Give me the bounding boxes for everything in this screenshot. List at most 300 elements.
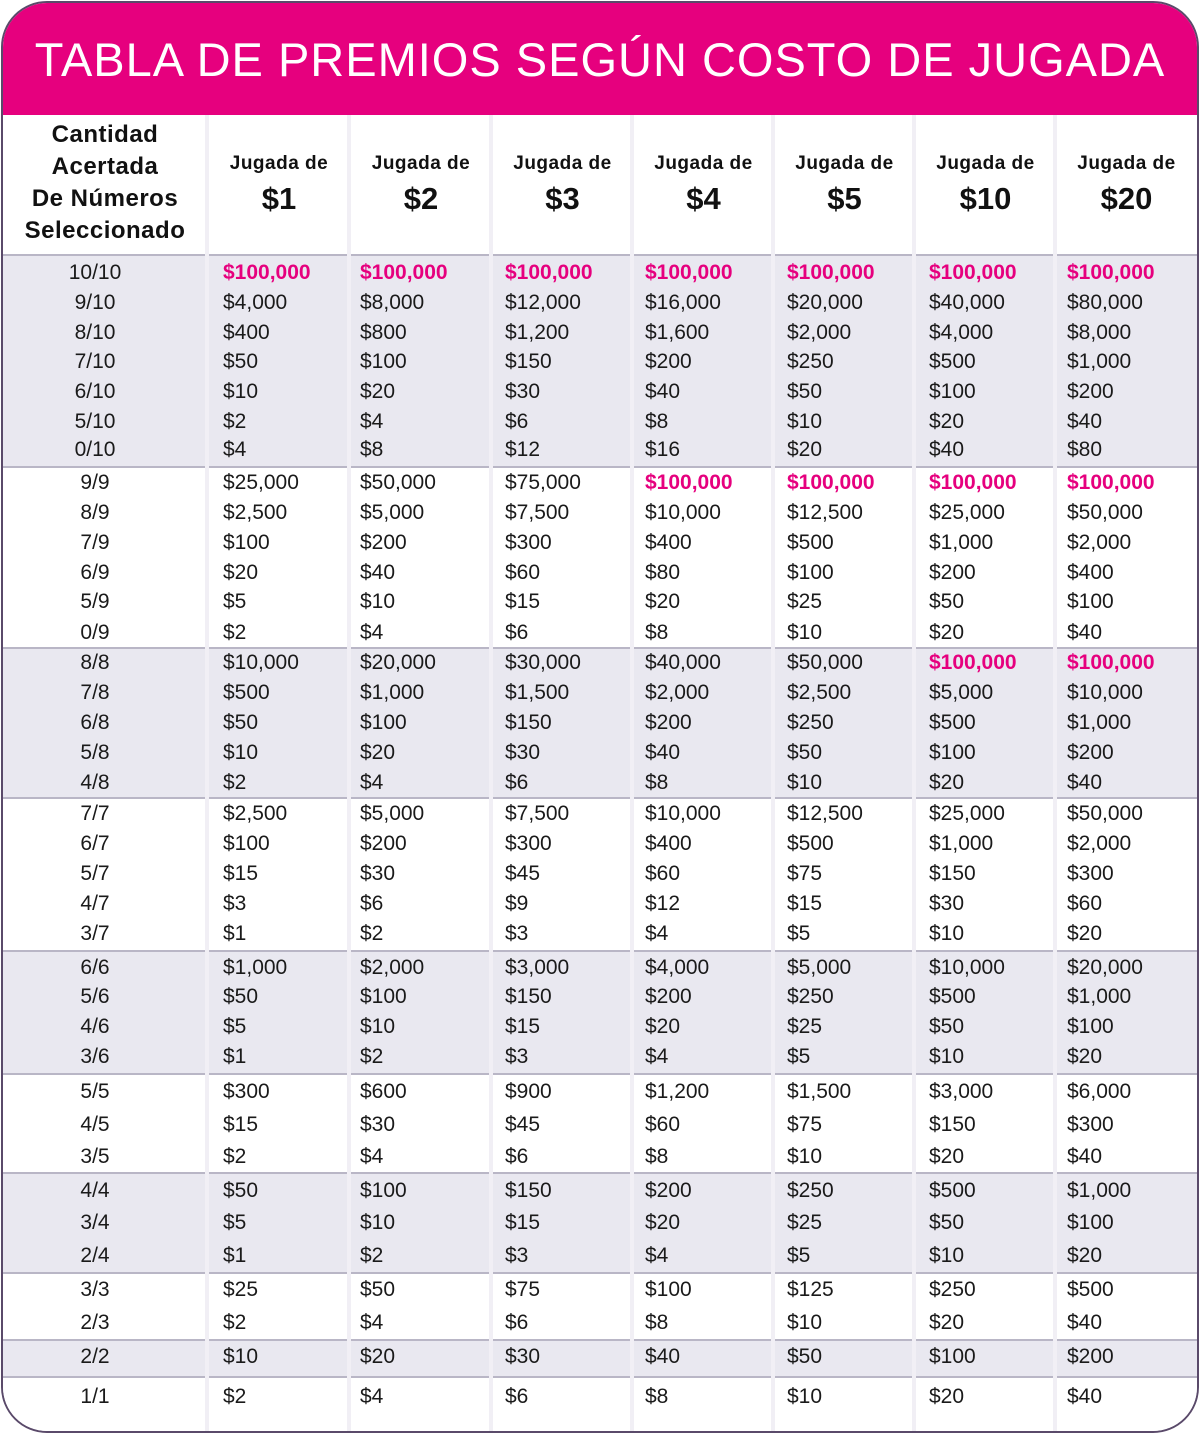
prize-cell: $4,000	[929, 321, 994, 344]
prize-cell: $50	[929, 590, 965, 613]
column-header	[350, 115, 492, 255]
prize-cell: $10	[360, 1015, 396, 1038]
matches-cell: 5/8	[80, 741, 110, 764]
prize-cell: $10	[929, 1045, 965, 1068]
prize-cell: $40	[1067, 621, 1103, 644]
prize-cell: $10	[223, 1345, 259, 1368]
prize-cell: $800	[360, 321, 407, 344]
prize-cell: $4	[645, 1045, 669, 1068]
prize-cell: $40	[929, 438, 965, 461]
prize-cell: $2	[223, 621, 247, 644]
table-row	[3, 501, 1197, 525]
matches-cell: 9/9	[80, 471, 110, 494]
prize-cell: $250	[787, 985, 834, 1008]
prize-cell: $10,000	[223, 651, 299, 674]
prize-cell: $20	[929, 1145, 965, 1168]
prize-cell: $6	[505, 1385, 529, 1408]
column-header-prefix: Jugada de	[654, 153, 753, 174]
prize-cell: $10	[787, 771, 823, 794]
prize-cell: $20,000	[1067, 956, 1143, 979]
prize-cell: $12,000	[505, 291, 581, 314]
prize-cell: $4	[223, 438, 247, 461]
prize-cell: $25,000	[223, 471, 299, 494]
prize-cell: $10	[929, 922, 965, 945]
header-matches-line: De Números	[31, 185, 179, 212]
prize-cell: $6	[360, 892, 384, 915]
prize-cell: $5	[787, 1244, 811, 1267]
matches-cell: 3/3	[80, 1278, 110, 1301]
matches-cell: 5/6	[80, 985, 110, 1008]
prize-cell: $1,200	[645, 1080, 710, 1103]
prize-cell: $100	[360, 711, 407, 734]
table-row	[3, 1145, 1197, 1169]
prize-cell: $60	[645, 862, 681, 885]
prize-cell: $300	[223, 1080, 270, 1103]
prize-cell: $4	[360, 771, 384, 794]
prize-cell: $1,500	[787, 1080, 852, 1103]
prize-cell: $30	[505, 741, 541, 764]
prize-cell: $150	[505, 985, 552, 1008]
column-header	[774, 115, 915, 255]
prize-cell: $5,000	[929, 681, 994, 704]
prize-cell: $200	[645, 711, 692, 734]
prize-cell: $50	[223, 350, 259, 373]
jackpot-prize-cell: $100,000	[1067, 651, 1155, 674]
table-row	[3, 832, 1197, 856]
prize-cell: $7,500	[505, 501, 570, 524]
prize-cell: $12	[645, 892, 681, 915]
row-group-divider	[3, 1073, 1197, 1075]
prize-cell: $4	[360, 1145, 384, 1168]
prize-table-card	[1, 1, 1199, 1433]
table-row	[3, 410, 1197, 434]
prize-cell: $5,000	[360, 802, 425, 825]
prize-cell: $5	[223, 1211, 247, 1234]
prize-cell: $30	[505, 1345, 541, 1368]
prize-cell: $1,000	[929, 832, 994, 855]
table-row	[3, 1278, 1197, 1302]
prize-cell: $2	[360, 1244, 384, 1267]
prize-cell: $20	[1067, 1045, 1103, 1068]
table-row	[3, 261, 1197, 285]
prize-cell: $100	[929, 1345, 976, 1368]
table-row	[3, 471, 1197, 495]
prize-cell: $250	[787, 350, 834, 373]
prize-cell: $600	[360, 1080, 407, 1103]
matches-cell: 8/8	[80, 651, 110, 674]
row-group-divider	[3, 797, 1197, 799]
table-row	[3, 1345, 1197, 1369]
prize-cell: $25	[787, 590, 823, 613]
prize-cell: $80	[645, 561, 681, 584]
prize-cell: $40	[1067, 1385, 1103, 1408]
prize-cell: $20	[929, 1385, 965, 1408]
prize-cell: $8	[645, 1385, 669, 1408]
row-group-divider	[3, 1172, 1197, 1174]
matches-cell: 4/5	[80, 1113, 110, 1136]
prize-cell: $20,000	[360, 651, 436, 674]
prize-cell: $50,000	[1067, 501, 1143, 524]
row-group-divider	[3, 466, 1197, 468]
prize-cell: $10	[360, 1211, 396, 1234]
prize-cell: $10	[787, 1311, 823, 1334]
prize-cell: $2,000	[360, 956, 425, 979]
table-row	[3, 1045, 1197, 1069]
prize-cell: $100	[360, 985, 407, 1008]
prize-cell: $100	[1067, 590, 1114, 613]
jackpot-prize-cell: $100,000	[223, 261, 311, 284]
prize-cell: $50,000	[360, 471, 436, 494]
table-row	[3, 1113, 1197, 1137]
prize-cell: $12,500	[787, 501, 863, 524]
table-row	[3, 741, 1197, 765]
table-row	[3, 1080, 1197, 1104]
table-row	[3, 651, 1197, 675]
column-header-amount: $5	[827, 181, 862, 216]
prize-cell: $10	[223, 741, 259, 764]
prize-cell: $9	[505, 892, 529, 915]
table-row	[3, 892, 1197, 916]
header-matches-line: Acertada	[51, 153, 159, 180]
table-row	[3, 438, 1197, 462]
prize-cell: $8	[645, 1145, 669, 1168]
prize-cell: $50,000	[1067, 802, 1143, 825]
prize-cell: $150	[929, 862, 976, 885]
prize-cell: $8,000	[360, 291, 425, 314]
table-row	[3, 862, 1197, 886]
prize-cell: $500	[223, 681, 270, 704]
prize-cell: $8,000	[1067, 321, 1132, 344]
matches-cell: 3/6	[80, 1045, 110, 1068]
matches-cell: 0/9	[80, 621, 110, 644]
prize-cell: $500	[787, 832, 834, 855]
prize-cell: $20	[929, 410, 965, 433]
prize-cell: $100	[223, 832, 270, 855]
prize-cell: $1	[223, 1244, 247, 1267]
header-matches-line: Seleccionado	[24, 217, 186, 244]
prize-cell: $2	[223, 1385, 247, 1408]
row-group-divider	[3, 1272, 1197, 1274]
column-header-amount: $3	[545, 181, 580, 216]
prize-cell: $60	[645, 1113, 681, 1136]
header-matches	[7, 119, 203, 247]
prize-cell: $250	[787, 1179, 834, 1202]
prize-cell: $50	[360, 1278, 396, 1301]
prize-cell: $1,600	[645, 321, 710, 344]
column-header-amount: $1	[261, 181, 297, 216]
prize-cell: $500	[787, 531, 834, 554]
prize-cell: $8	[645, 621, 669, 644]
prize-cell: $80,000	[1067, 291, 1143, 314]
prize-cell: $2,500	[787, 681, 852, 704]
prize-cell: $15	[505, 590, 541, 613]
prize-cell: $30	[929, 892, 965, 915]
prize-cell: $1,000	[1067, 985, 1132, 1008]
prize-cell: $15	[505, 1015, 541, 1038]
prize-cell: $20	[1067, 1244, 1103, 1267]
prize-cell: $6	[505, 410, 529, 433]
prize-cell: $50,000	[787, 651, 863, 674]
prize-cell: $15	[223, 1113, 259, 1136]
prize-cell: $100	[929, 741, 976, 764]
prize-cell: $50	[787, 380, 823, 403]
row-group-divider	[3, 1339, 1197, 1341]
prize-cell: $250	[929, 1278, 976, 1301]
matches-cell: 4/8	[80, 771, 110, 794]
prize-cell: $3,000	[929, 1080, 994, 1103]
prize-cell: $250	[787, 711, 834, 734]
prize-cell: $100	[223, 531, 270, 554]
table-row	[3, 291, 1197, 315]
prize-cell: $10	[223, 380, 259, 403]
prize-cell: $20	[929, 771, 965, 794]
prize-cell: $2	[360, 922, 384, 945]
matches-cell: 4/4	[80, 1179, 110, 1202]
matches-cell: 8/10	[74, 321, 116, 344]
matches-cell: 9/10	[74, 291, 116, 314]
column-header-prefix: Jugada de	[371, 153, 471, 174]
prize-cell: $6	[505, 1311, 529, 1334]
prize-cell: $100	[787, 561, 834, 584]
matches-cell: 2/4	[80, 1244, 110, 1267]
prize-cell: $200	[1067, 1345, 1114, 1368]
matches-cell: 6/7	[80, 832, 110, 855]
prize-cell: $15	[223, 862, 259, 885]
prize-cell: $25	[787, 1015, 823, 1038]
table-row	[3, 321, 1197, 345]
prize-cell: $1,200	[505, 321, 570, 344]
prize-cell: $1,000	[1067, 1179, 1132, 1202]
column-header-amount: $2	[403, 181, 439, 216]
prize-cell: $40	[645, 1345, 681, 1368]
prize-cell: $1,500	[505, 681, 570, 704]
prize-cell: $16	[645, 438, 681, 461]
matches-cell: 2/3	[80, 1311, 110, 1334]
prize-cell: $100	[1067, 1211, 1114, 1234]
prize-cell: $125	[787, 1278, 834, 1301]
prize-cell: $20	[645, 1015, 681, 1038]
table-row	[3, 922, 1197, 946]
prize-cell: $8	[645, 1311, 669, 1334]
prize-cell: $1	[223, 922, 247, 945]
prize-cell: $100	[929, 380, 976, 403]
prize-cell: $20	[645, 590, 681, 613]
matches-cell: 7/9	[80, 531, 110, 554]
jackpot-prize-cell: $100,000	[360, 261, 448, 284]
column-header-amount: $4	[686, 181, 721, 216]
prize-cell: $4	[360, 1311, 384, 1334]
prize-cell: $200	[645, 985, 692, 1008]
prize-cell: $25	[787, 1211, 823, 1234]
column-header-prefix: Jugada de	[229, 153, 329, 174]
column-header	[1056, 115, 1197, 255]
prize-cell: $900	[505, 1080, 552, 1103]
prize-cell: $200	[645, 1179, 692, 1202]
prize-cell: $7,500	[505, 802, 570, 825]
prize-cell: $300	[1067, 1113, 1114, 1136]
prize-cell: $45	[505, 862, 541, 885]
table-row	[3, 956, 1197, 980]
jackpot-prize-cell: $100,000	[645, 471, 733, 494]
prize-cell: $8	[645, 771, 669, 794]
prize-cell: $4,000	[223, 291, 288, 314]
prize-cell: $20	[645, 1211, 681, 1234]
prize-cell: $50	[787, 741, 823, 764]
prize-cell: $10	[787, 621, 823, 644]
prize-cell: $20,000	[787, 291, 863, 314]
prize-cell: $30	[360, 862, 396, 885]
matches-cell: 8/9	[80, 501, 110, 524]
prize-cell: $50	[223, 985, 259, 1008]
table-row	[3, 681, 1197, 705]
column-header	[208, 115, 350, 255]
prize-cell: $2,000	[787, 321, 852, 344]
prize-cell: $12,500	[787, 802, 863, 825]
prize-cell: $3	[505, 1045, 529, 1068]
prize-cell: $200	[929, 561, 976, 584]
prize-cell: $2,000	[1067, 531, 1132, 554]
jackpot-prize-cell: $100,000	[787, 261, 875, 284]
prize-cell: $50	[223, 711, 259, 734]
prize-cell: $2,000	[645, 681, 710, 704]
prize-cell: $6	[505, 771, 529, 794]
prize-cell: $2	[223, 410, 247, 433]
prize-cell: $150	[505, 711, 552, 734]
prize-cell: $1,000	[1067, 350, 1132, 373]
prize-cell: $8	[360, 438, 384, 461]
table-row	[3, 1179, 1197, 1203]
row-group-divider	[3, 950, 1197, 952]
jackpot-prize-cell: $100,000	[787, 471, 875, 494]
prize-cell: $500	[929, 1179, 976, 1202]
prize-cell: $30	[505, 380, 541, 403]
matches-cell: 6/6	[80, 956, 110, 979]
prize-cell: $50	[787, 1345, 823, 1368]
column-header-prefix: Jugada de	[1077, 153, 1176, 174]
table-row	[3, 771, 1197, 795]
prize-cell: $40	[1067, 1311, 1103, 1334]
prize-cell: $25,000	[929, 501, 1005, 524]
matches-cell: 7/8	[80, 681, 110, 704]
matches-cell: 2/2	[80, 1345, 110, 1368]
jackpot-prize-cell: $100,000	[505, 261, 593, 284]
prize-cell: $20	[360, 1345, 396, 1368]
prize-cell: $20	[223, 561, 259, 584]
prize-cell: $75	[787, 1113, 823, 1136]
prize-cell: $45	[505, 1113, 541, 1136]
prize-cell: $16,000	[645, 291, 721, 314]
column-header-prefix: Jugada de	[936, 153, 1035, 174]
prize-cell: $400	[1067, 561, 1114, 584]
prize-cell: $20	[360, 741, 396, 764]
prize-cell: $6	[505, 621, 529, 644]
table-title: TABLA DE PREMIOS SEGÚN COSTO DE JUGADA	[3, 3, 1197, 115]
prize-cell: $4	[360, 621, 384, 644]
jackpot-prize-cell: $100,000	[1067, 471, 1155, 494]
matches-cell: 3/4	[80, 1211, 110, 1234]
jackpot-prize-cell: $100,000	[929, 261, 1017, 284]
prize-cell: $5,000	[787, 956, 852, 979]
matches-cell: 5/5	[80, 1080, 110, 1103]
prize-cell: $30,000	[505, 651, 581, 674]
prize-cell: $50	[929, 1211, 965, 1234]
table-row	[3, 1244, 1197, 1268]
prize-cell: $4	[645, 922, 669, 945]
prize-cell: $12	[505, 438, 541, 461]
prize-cell: $40,000	[645, 651, 721, 674]
table-row	[3, 711, 1197, 735]
jackpot-prize-cell: $100,000	[1067, 261, 1155, 284]
prize-cell: $500	[1067, 1278, 1114, 1301]
matches-cell: 10/10	[68, 261, 122, 284]
table-row	[3, 561, 1197, 585]
prize-cell: $3	[505, 1244, 529, 1267]
table-row	[3, 802, 1197, 826]
table-row	[3, 590, 1197, 614]
table-row	[3, 380, 1197, 404]
prize-cell: $40	[360, 561, 396, 584]
prize-cell: $500	[929, 350, 976, 373]
matches-cell: 5/9	[80, 590, 110, 613]
prize-cell: $100	[360, 1179, 407, 1202]
matches-cell: 3/5	[80, 1145, 110, 1168]
prize-cell: $60	[1067, 892, 1103, 915]
prize-cell: $5	[787, 922, 811, 945]
prize-cell: $40	[1067, 1145, 1103, 1168]
prize-cell: $200	[1067, 741, 1114, 764]
prize-cell: $2,500	[223, 802, 288, 825]
matches-cell: 4/7	[80, 892, 110, 915]
prize-cell: $100	[360, 350, 407, 373]
prize-cell: $30	[360, 1113, 396, 1136]
prize-cell: $20	[1067, 922, 1103, 945]
prize-cell: $100	[1067, 1015, 1114, 1038]
prize-cell: $4	[645, 1244, 669, 1267]
prize-cell: $40	[645, 380, 681, 403]
column-header	[915, 115, 1056, 255]
prize-cell: $1,000	[1067, 711, 1132, 734]
prize-cell: $2,000	[1067, 832, 1132, 855]
prize-cell: $3	[223, 892, 247, 915]
prize-cell: $2	[360, 1045, 384, 1068]
prize-cell: $200	[1067, 380, 1114, 403]
prize-cell: $20	[787, 438, 823, 461]
table-row	[3, 1385, 1197, 1409]
matches-cell: 7/10	[74, 350, 116, 373]
prize-cell: $150	[505, 350, 552, 373]
jackpot-prize-cell: $100,000	[645, 261, 733, 284]
prize-cell: $200	[360, 531, 407, 554]
jackpot-prize-cell: $100,000	[929, 471, 1017, 494]
matches-cell: 5/10	[74, 410, 116, 433]
table-row	[3, 350, 1197, 374]
prize-cell: $20	[929, 621, 965, 644]
prize-cell: $6	[505, 1145, 529, 1168]
prize-cell: $60	[505, 561, 541, 584]
prize-cell: $10	[929, 1244, 965, 1267]
jackpot-prize-cell: $100,000	[929, 651, 1017, 674]
table-row	[3, 621, 1197, 645]
prize-cell: $40	[1067, 771, 1103, 794]
prize-cell: $80	[1067, 438, 1103, 461]
prize-cell: $5	[223, 590, 247, 613]
prize-cell: $150	[929, 1113, 976, 1136]
table-row	[3, 1211, 1197, 1235]
prize-cell: $75	[505, 1278, 541, 1301]
prize-cell: $10,000	[1067, 681, 1143, 704]
prize-cell: $400	[645, 832, 692, 855]
prize-cell: $400	[223, 321, 270, 344]
